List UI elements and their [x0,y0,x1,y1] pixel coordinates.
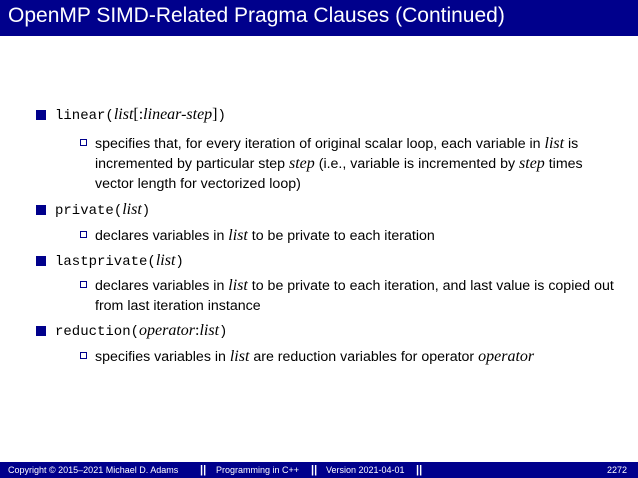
clause-syntax: linear(list[:linear-step]) [55,106,226,124]
clause-syntax: reduction(operator:list) [55,322,228,340]
description-text: declares variables in list to be private to each iteration [95,227,435,244]
description-text: specifies variables in list are reduction variables for operator operator [95,348,535,365]
clause-syntax: lastprivate(list) [55,252,184,270]
hollow-square-bullet-icon [80,281,87,288]
hollow-square-bullet-icon [80,352,87,359]
description-text: specifies that, for every iteration of original scalar loop, each variable in list is incremented by particular step step (i.e., variable is incremented by step times vector length for vectorized loop) [95,135,583,192]
square-bullet-icon [36,256,46,266]
footer-separator: || [416,464,423,476]
footer-separator: || [200,464,207,476]
footer-page-number: 2272 [607,465,628,475]
square-bullet-icon [36,110,46,120]
hollow-square-bullet-icon [80,231,87,238]
footer-bar [0,462,638,478]
footer-copyright: Copyright © 2015–2021 Michael D. Adams [8,465,179,475]
square-bullet-icon [36,326,46,336]
description-text: declares variables in list to be private to each iteration, and last value is copied out from last iteration instance [95,277,614,314]
slide-title: OpenMP SIMD-Related Pragma Clauses (Continued) [8,4,505,27]
hollow-square-bullet-icon [80,139,87,146]
footer-version: Version 2021-04-01 [326,465,405,475]
footer-course: Programming in C++ [216,465,300,475]
clause-syntax: private(list) [55,201,151,219]
footer-separator: || [311,464,318,476]
square-bullet-icon [36,205,46,215]
